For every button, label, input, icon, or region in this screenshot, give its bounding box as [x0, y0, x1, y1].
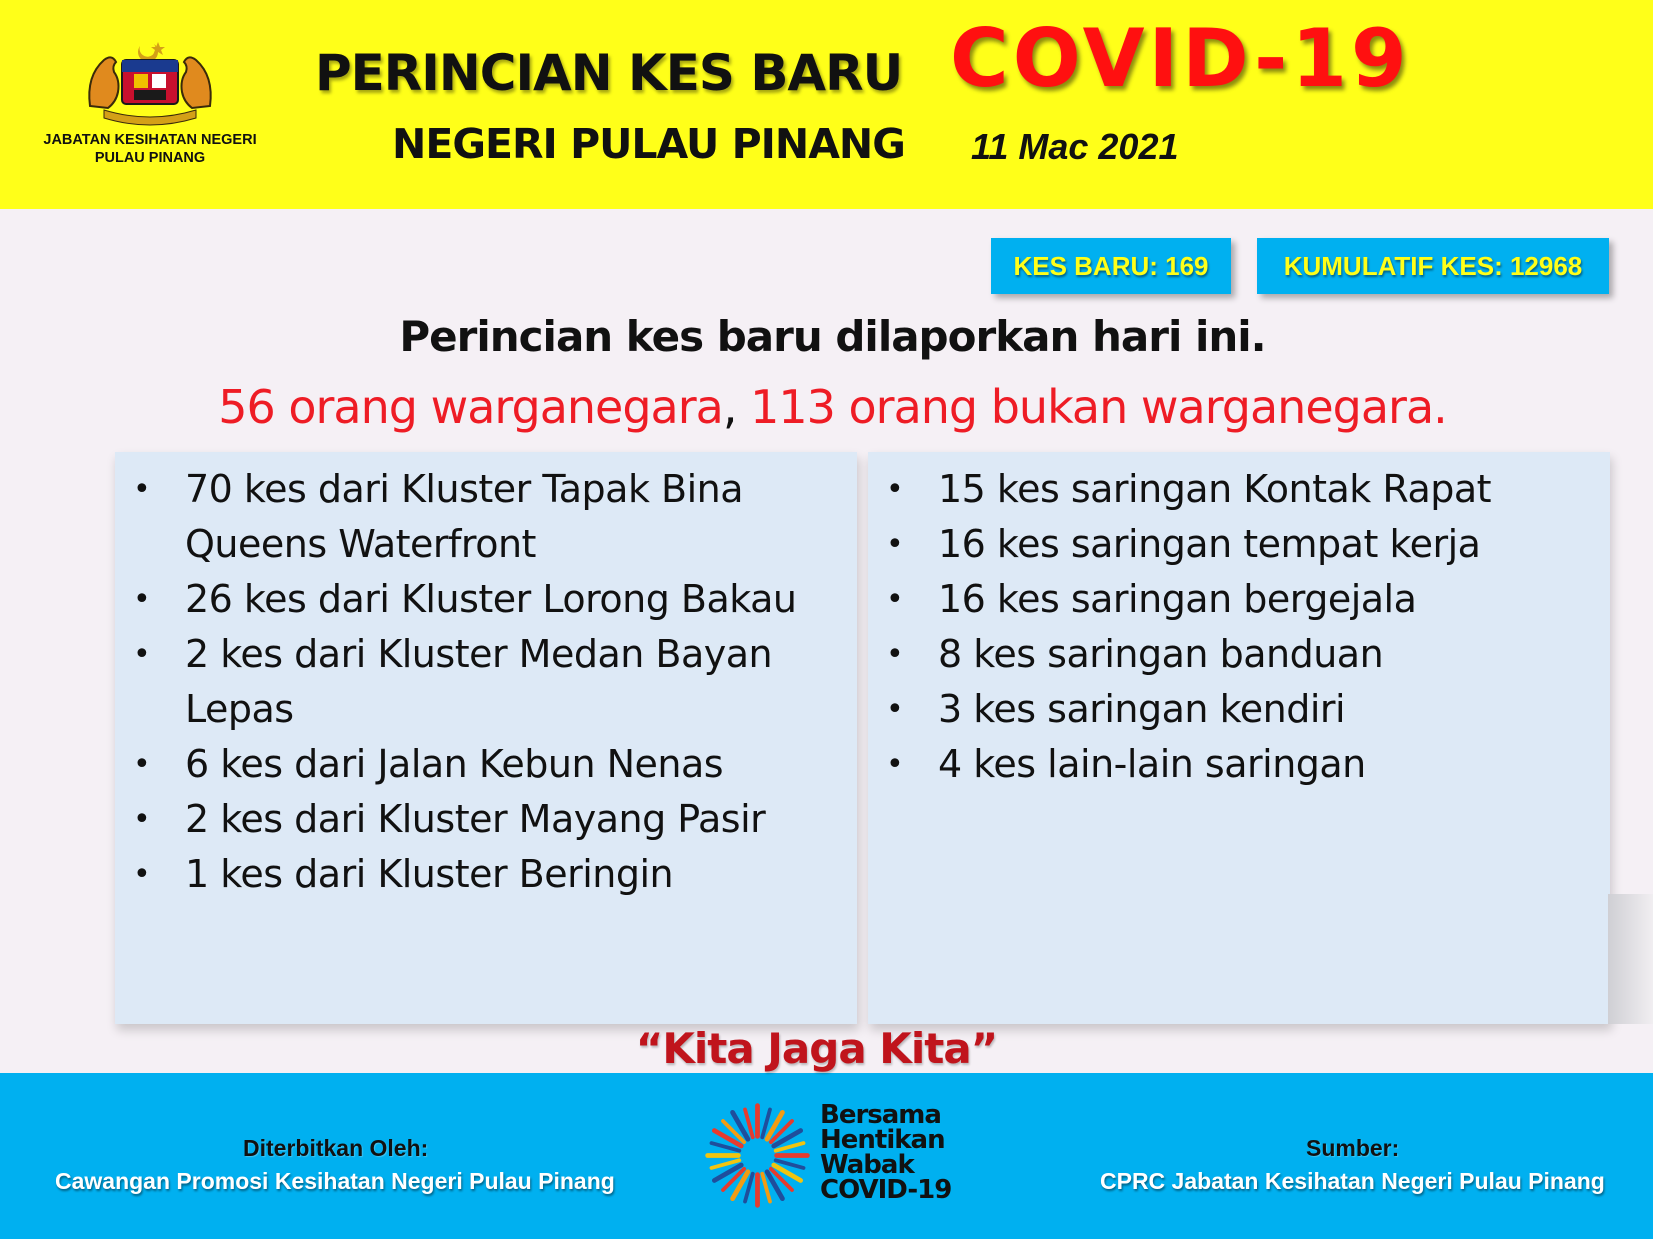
- screening-panel: [868, 452, 1610, 1024]
- list-item: • 15 kes saringan Kontak Rapat: [868, 462, 1610, 517]
- campaign-line1: Bersama: [820, 1100, 941, 1130]
- list-item: • 8 kes saringan banduan: [868, 627, 1610, 682]
- citizens-count: 56 orang warganegara: [218, 380, 723, 434]
- bullet-icon: •: [886, 692, 904, 727]
- report-date: 11 Mac 2021: [971, 126, 1179, 167]
- campaign-line4: COVID-19: [820, 1175, 952, 1205]
- page-title: PERINCIAN KES BARU: [315, 44, 903, 102]
- bullet-icon: •: [133, 747, 151, 782]
- burst-logo-icon: [700, 1098, 815, 1213]
- bullet-icon: •: [133, 857, 151, 892]
- page-subtitle: NEGERI PULAU PINANG: [392, 120, 905, 168]
- details-heading: Perincian kes baru dilaporkan hari ini.: [399, 312, 1266, 361]
- header-banner: [0, 0, 1653, 209]
- list-item: • 2 kes dari Kluster Medan Bayan Lepas: [115, 627, 835, 737]
- citizenship-summary: [0, 380, 1653, 434]
- bullet-icon: •: [133, 472, 151, 507]
- list-item: • 16 kes saringan bergejala: [868, 572, 1610, 627]
- source-label: Sumber:: [1306, 1135, 1400, 1161]
- list-item: • 70 kes dari Kluster Tapak Bina Queens Waterfront: [115, 462, 835, 572]
- org-name: [20, 131, 280, 167]
- bullet-icon: •: [886, 637, 904, 672]
- bullet-icon: •: [886, 527, 904, 562]
- campaign-wordmark: [820, 1100, 990, 1205]
- bullet-icon: •: [886, 582, 904, 617]
- new-cases-badge: KES BARU: 169: [991, 238, 1231, 294]
- published-by-label: Diterbitkan Oleh:: [243, 1135, 429, 1161]
- panel-shadow-shelf: [1608, 894, 1653, 1024]
- covid-title: COVID-19: [950, 12, 1411, 105]
- campaign-line3: Wabak: [820, 1150, 914, 1180]
- bullet-icon: •: [133, 582, 151, 617]
- bullet-icon: •: [133, 802, 151, 837]
- org-name-line1: JABATAN KESIHATAN NEGERI: [43, 132, 257, 148]
- source-value: CPRC Jabatan Kesihatan Negeri Pulau Pinang: [1100, 1168, 1605, 1194]
- list-item: • 3 kes saringan kendiri: [868, 682, 1610, 737]
- list-item: • 6 kes dari Jalan Kebun Nenas: [115, 737, 835, 792]
- bullet-icon: •: [886, 747, 904, 782]
- malaysia-coat-of-arms-icon: [60, 36, 240, 126]
- cluster-list: [115, 452, 857, 902]
- footer-banner: [0, 1073, 1653, 1239]
- slogan: “Kita Jaga Kita”: [635, 1024, 998, 1073]
- list-item: • 4 kes lain-lain saringan: [868, 737, 1610, 792]
- published-by-value: Cawangan Promosi Kesihatan Negeri Pulau Pinang: [55, 1168, 615, 1194]
- cluster-panel: [115, 452, 857, 1024]
- org-name-line2: PULAU PINANG: [94, 150, 206, 166]
- bullet-icon: •: [133, 637, 151, 672]
- list-item: • 26 kes dari Kluster Lorong Bakau: [115, 572, 835, 627]
- summary-period: .: [1433, 380, 1447, 434]
- cumulative-cases-badge: KUMULATIF KES: 12968: [1257, 238, 1609, 294]
- bullet-icon: •: [886, 472, 904, 507]
- non-citizens-count: 113 orang bukan warganegara: [750, 380, 1434, 434]
- screening-list: [868, 452, 1610, 792]
- summary-separator: ,: [722, 380, 737, 434]
- list-item: • 1 kes dari Kluster Beringin: [115, 847, 835, 902]
- list-item: • 16 kes saringan tempat kerja: [868, 517, 1610, 572]
- campaign-line2: Hentikan: [820, 1125, 945, 1155]
- list-item: • 2 kes dari Kluster Mayang Pasir: [115, 792, 835, 847]
